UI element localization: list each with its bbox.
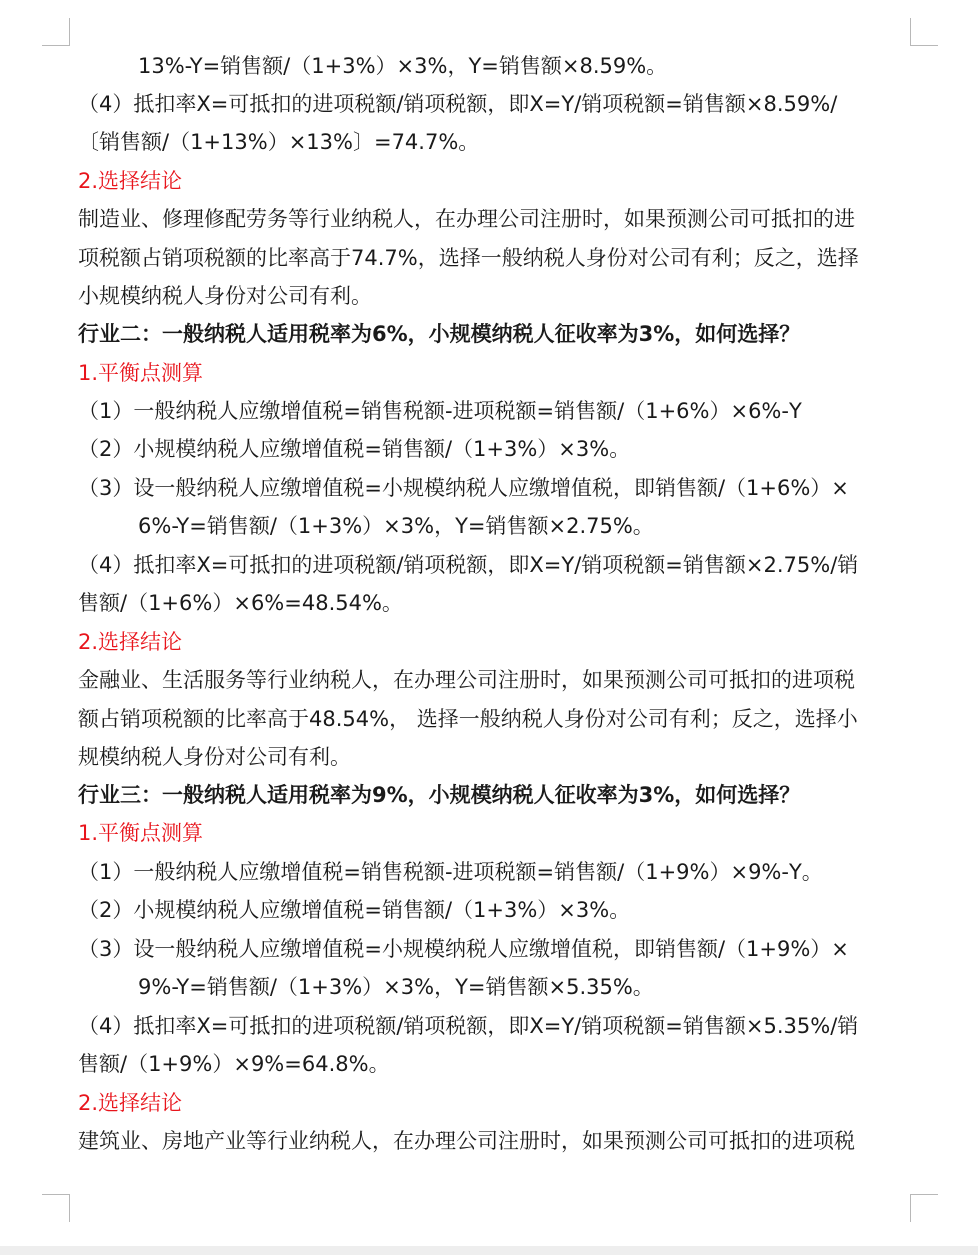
section-heading: 1.平衡点测算 <box>78 361 204 385</box>
page-corner-mark <box>910 18 938 46</box>
section-heading: 2.选择结论 <box>78 169 183 193</box>
formula-line: 6%-Y=销售额/（1+3%）×3%，Y=销售额×2.75%。 <box>138 514 654 538</box>
page-bottom-edge <box>0 1246 978 1255</box>
page-corner-mark <box>910 1194 938 1222</box>
formula-line: 13%-Y=销售额/（1+3%）×3%，Y=销售额×8.59%。 <box>138 54 668 78</box>
page-corner-mark <box>42 18 70 46</box>
formula-line: （4）抵扣率X=可抵扣的进项税额/销项税额，即X=Y/销项税额=销售额×8.59%/ <box>78 92 838 116</box>
formula-line: （2）小规模纳税人应缴增值税=销售额/（1+3%）×3%。 <box>78 437 631 461</box>
formula-line: （2）小规模纳税人应缴增值税=销售额/（1+3%）×3%。 <box>78 898 631 922</box>
paragraph-line: 小规模纳税人身份对公司有利。 <box>78 284 372 308</box>
paragraph-line: 金融业、生活服务等行业纳税人，在办理公司注册时，如果预测公司可抵扣的进项税 <box>78 668 855 692</box>
formula-line: 〔销售额/（1+13%）×13%〕=74.7%。 <box>78 130 480 154</box>
section-heading: 1.平衡点测算 <box>78 821 204 845</box>
paragraph-line: 制造业、修理修配劳务等行业纳税人，在办理公司注册时，如果预测公司可抵扣的进 <box>78 207 855 231</box>
paragraph-line: 建筑业、房地产业等行业纳税人，在办理公司注册时，如果预测公司可抵扣的进项税 <box>78 1129 855 1153</box>
industry-heading: 行业三：一般纳税人适用税率为9%，小规模纳税人征收率为3%，如何选择？ <box>78 783 801 807</box>
paragraph-line: 项税额占销项税额的比率高于74.7%，选择一般纳税人身份对公司有利；反之，选择 <box>78 246 859 270</box>
formula-line: 售额/（1+6%）×6%=48.54%。 <box>78 591 403 615</box>
formula-line: （4）抵扣率X=可抵扣的进项税额/销项税额，即X=Y/销项税额=销售额×2.75%/销 <box>78 553 859 577</box>
section-heading: 2.选择结论 <box>78 1091 183 1115</box>
formula-line: 售额/（1+9%）×9%=64.8%。 <box>78 1052 390 1076</box>
formula-line: 9%-Y=销售额/（1+3%）×3%，Y=销售额×5.35%。 <box>138 975 654 999</box>
formula-line: （3）设一般纳税人应缴增值税=小规模纳税人应缴增值税，即销售额/（1+9%）× <box>78 937 849 961</box>
formula-line: （3）设一般纳税人应缴增值税=小规模纳税人应缴增值税，即销售额/（1+6%）× <box>78 476 849 500</box>
industry-heading: 行业二：一般纳税人适用税率为6%，小规模纳税人征收率为3%，如何选择？ <box>78 322 801 346</box>
formula-line: （1）一般纳税人应缴增值税=销售税额-进项税额=销售额/（1+9%）×9%-Y。 <box>78 860 823 884</box>
paragraph-line: 额占销项税额的比率高于48.54%， 选择一般纳税人身份对公司有利；反之，选择小 <box>78 707 858 731</box>
section-heading: 2.选择结论 <box>78 630 183 654</box>
formula-line: （1）一般纳税人应缴增值税=销售税额-进项税额=销售额/（1+6%）×6%-Y <box>78 399 802 423</box>
paragraph-line: 规模纳税人身份对公司有利。 <box>78 745 351 769</box>
formula-line: （4）抵扣率X=可抵扣的进项税额/销项税额，即X=Y/销项税额=销售额×5.35%/销 <box>78 1014 859 1038</box>
page-corner-mark <box>42 1194 70 1222</box>
